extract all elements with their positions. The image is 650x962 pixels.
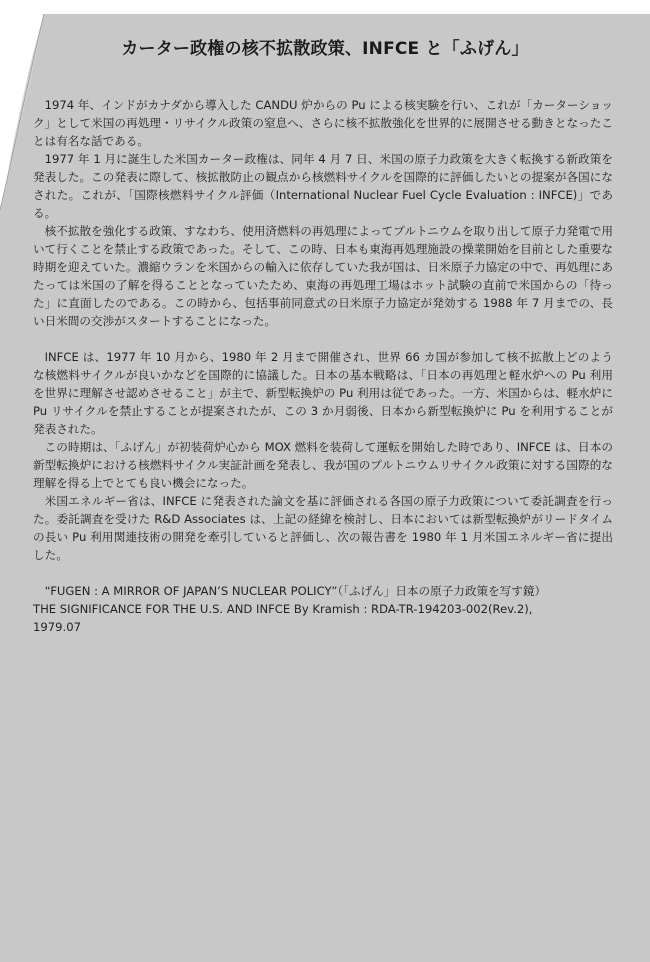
paragraph-5: この時期は、「ふげん」が初装荷炉心から MOX 燃料を装荷して運転を開始した時であり、INFCE は、日本の新型転換炉における核燃料サイクル実証計画を発表し、我が国のプルトニウムリサイクル政策に対する国際的な理解を得る上でとても良い機会になった。 — [33, 440, 613, 490]
paragraph-1: 1974 年、インドがカナダから導入した CANDU 炉からの Pu による核実験を行い、これが「カーターショック」として米国の再処理・リサイクル政策の窒息へ、さらに核不拡散強化を世界的に展開させる動きとなったことは有名な話である。 — [33, 98, 613, 148]
reference-citation — [33, 582, 613, 636]
reference-line-1: “FUGEN : A MIRROR OF JAPAN’S NUCLEAR POLICY”（「ふげん」日本の原子力政策を写す鏡） — [44, 584, 547, 598]
paragraph-4: INFCE は、1977 年 10 月から、1980 年 2 月まで開催され、世界 66 カ国が参加して核不拡散上どのような核燃料サイクルが良いかなどを国際的に協議した。日本の基本戦略は、「日本の再処理と軽水炉への Pu 利用を世界に理解させ認めさせること」が主で、新型転換炉の Pu 利用は従であった。一方、米国からは、軽水炉に Pu リサイクルを禁止することが提案されたが、この 3 か月弱後、日本から新型転換炉に Pu を利用することが発表された。 — [33, 350, 614, 436]
paragraph-3: 核不拡散を強化する政策、すなわち、使用済燃料の再処理によってプルトニウムを取り出して原子力発電で用いて行くことを禁止する政策であった。そして、この時、日本も東海再処理施設の操業開始を目前とした重要な時期を迎えていた。濃縮ウランを米国からの輸入に依存していた我が国は、日米原子力協定の中で、再処理にあたっては米国の了解を得ることとなっていたため、東海の再処理工場はホット試験の直前で米国からの「待った」に直面したのである。この時から、包括事前同意式の日米原子力協定が発効する 1988 年 7 月までの、長い日米間の交渉がスタートすることになった。 — [33, 224, 613, 328]
page-title: カーター政権の核不拡散政策、INFCE と「ふげん」 — [121, 39, 529, 59]
reference-line-2: THE SIGNIFICANCE FOR THE U.S. AND INFCE By Kramish : RDA-TR-194203-002(Rev.2), — [33, 602, 533, 616]
article-body — [33, 96, 613, 636]
paragraph-6: 米国エネルギー省は、INFCE に発表された論文を基に評価される各国の原子力政策について委託調査を行った。委託調査を受けた R&D Associates は、上記の経緯を検討し、日本においては新型転換炉がリードタイムの長い Pu 利用関連技術の開発を牽引していると評価し、次の報告書を 1980 年 1 月米国エネルギー省に提出した。 — [33, 494, 613, 562]
reference-line-3: 1979.07 — [33, 620, 81, 634]
paragraph-2: 1977 年 1 月に誕生した米国カーター政権は、同年 4 月 7 日、米国の原子力政策を大きく転換する新政策を発表した。この発表に際して、核拡散防止の観点から核燃料サイクルを国際的に評価したいとの提案が各国になされた。これが、「国際核燃料サイクル評価（International Nuclear Fuel Cycle Evaluation : INFCE)」である。 — [33, 152, 613, 220]
